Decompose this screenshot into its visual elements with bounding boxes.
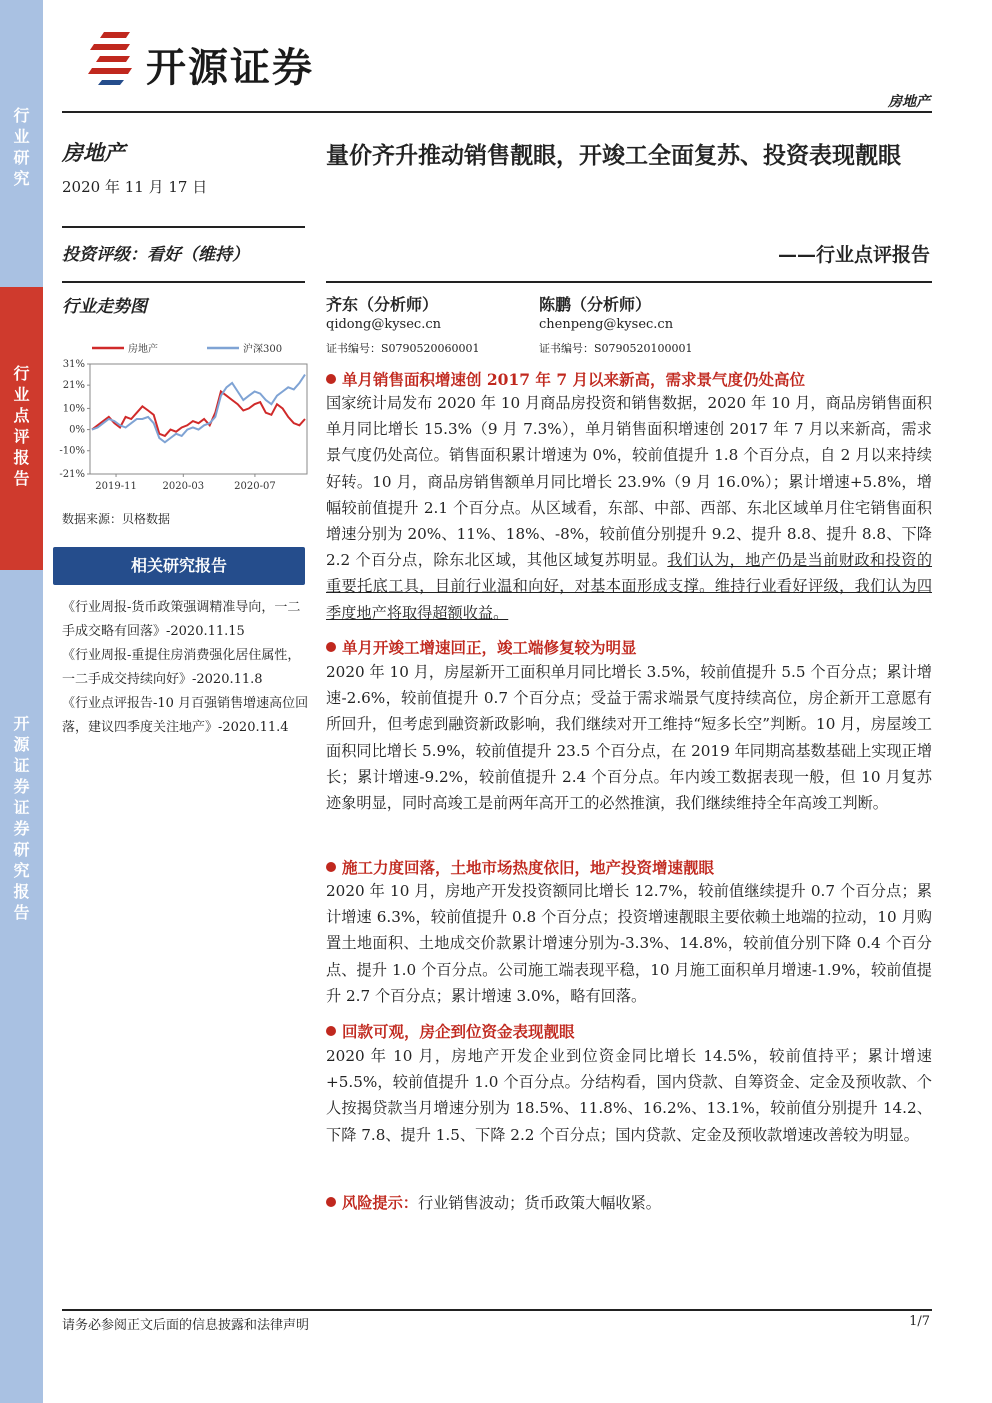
footer-disclaimer: 请务必参阅正文后面的信息披露和法律声明: [62, 1318, 310, 1333]
y-tick-label: -21%: [59, 469, 85, 480]
page-number: 1/7: [909, 1314, 930, 1329]
related-reports-list: [62, 596, 310, 740]
footer-divider: [62, 1309, 932, 1311]
chart-legend: [92, 342, 282, 355]
bullet-icon: [326, 1197, 336, 1207]
trend-title: 行业走势图: [62, 297, 147, 317]
y-tick-label: 0%: [69, 424, 85, 436]
related-report-link[interactable]: 《行业点评报告-10 月百强销售增速高位回落，建议四季度关注地产》-2020.11.4: [62, 696, 309, 735]
legend-label-realestate: 房地产: [128, 344, 158, 355]
bullet-icon: [326, 862, 336, 872]
bullet-icon: [326, 374, 336, 384]
section-heading: 单月销售面积增速创 2017 年 7 月以来新高，需求景气度仍处高位: [326, 368, 805, 390]
risk-warning: [326, 1190, 932, 1216]
risk-text: 行业销售波动；货币政策大幅收紧。: [417, 1194, 661, 1212]
bullet-icon: [326, 1026, 336, 1036]
analyst-cert: 证书编号：S0790520100001: [539, 342, 693, 355]
y-tick-label: -10%: [59, 445, 85, 457]
x-tick-label: 2019-11: [95, 481, 137, 492]
related-report-link[interactable]: 《行业周报-货币政策强调精准导向，一二手成交略有回落》-2020.11.15: [62, 600, 301, 639]
side-strip-bottom: [0, 570, 43, 1403]
left-divider-1: [62, 226, 305, 228]
sector-title: 房地产: [62, 140, 125, 165]
analyst-cert: 证书编号：S0790520060001: [326, 342, 480, 355]
right-divider: [326, 281, 932, 283]
side-label-industry-comment: 行 业 点 评 报 告: [13, 364, 30, 488]
section-body: 2020 年 10 月，房屋新开工面积单月同比增长 3.5%，较前值提升 5.5 个百分点；累计增速-2.6%，较前值提升 0.7 个百分点；受益于需求端景气度持续高位，房企新开工意愿有所回升，但考虑到融资新政影响，我们继续对开工维持“短多长空”判断。10 月，房屋竣工面积同比增长 5.9%，较前值提升 23.5 个百分点，在 2019 年同期高基数基础上实现正增长；累计增速-9.2%，较前值提升 2.4 个百分点。年内竣工数据表现一般，但 10 月复苏迹象明显，同时高竣工是前两年高开工的必然推演，我们继续维持全年高竣工判断。: [326, 663, 933, 813]
analyst-email[interactable]: chenpeng@kysec.cn: [539, 317, 674, 332]
series-line-1: [92, 375, 305, 443]
section-body: 2020 年 10 月，房地产开发投资额同比增长 12.7%，较前值继续提升 0.7 个百分点；累计增速 6.3%，较前值提升 0.8 个百分点；投资增速靓眼主要依赖土地端的拉动，10 月购置土地面积、土地成交价款累计增速分别为-3.3%、14.8%，较前值分别下降 0.4 个百分点、提升 1.0 个百分点。公司施工端表现平稳，10 月施工面积单月增速-1.9%，较前值提升 2.7 个百分点；累计增速 3.0%，略有回落。: [326, 882, 932, 1005]
header-divider: [62, 111, 932, 113]
section-body: 2020 年 10 月，房地产开发企业到位资金同比增长 14.5%，较前值持平；累计增速+5.5%，较前值提升 1.0 个百分点。分结构看，国内贷款、自筹资金、定金及预收款、个人按揭贷款当月增速分别为 18.5%、11.8%、16.2%、13.1%，较前值分别提升 14.2、下降 7.8、提升 1.5、下降 2.2 个百分点；国内贷款、定金及预收款增速改善较为明显。: [326, 1047, 932, 1144]
y-tick-label: 31%: [62, 359, 85, 370]
y-tick-label: 10%: [62, 403, 85, 415]
analyst-name: 陈鹏（分析师）: [539, 295, 652, 314]
x-tick-label: 2020-07: [234, 481, 276, 492]
highlighted-conclusion: 我们认为，地产仍是当前财政和投资的重要托底工具，目前行业温和向好，对基本面形成支撑。维持行业看好评级，我们认为四季度地产将取得超额收益。: [326, 551, 933, 622]
section-heading: 施工力度回落，土地市场热度依旧，地产投资增速靓眼: [326, 856, 714, 878]
analyst-name: 齐东（分析师）: [326, 295, 439, 314]
section-heading: 单月开竣工增速回正，竣工端修复较为明显: [326, 636, 637, 658]
data-source: 数据来源：贝格数据: [62, 512, 171, 526]
report-date: 2020 年 11 月 17 日: [62, 178, 208, 196]
x-tick-label: 2020-03: [162, 481, 205, 492]
section-body: 国家统计局发布 2020 年 10 月商品房投资和销售数据，2020 年 10 月，商品房销售面积单月同比增长 15.3%（9 月 7.3%），单月销售面积增速创 2017 年 7 月以来新高，需求景气度仍处高位。销售面积累计增速为 0%，较前值提升 1.8 个百分点，自 2 月以来持续好转。10 月，商品房销售额单月同比增长 23.9%（9 月 16.0%）；累计增速+5.8%，增幅较前值提升 2.1 个百分点。从区域看，东部、中部、西部、东北区域单月住宅销售面积增速分别为 20%、11%、18%、-8%，较前值分别提升 9.2、提升 8.8、提升 8.8、下降 2.2 个百分点，除东北区域，其他区域复苏明显。我们认为，地产仍是当前财政和投资的重要托底工具，目前行业温和向好，对基本面形成支撑。维持行业看好评级，我们认为四季度地产将取得超额收益。: [326, 394, 933, 622]
industry-trend-chart: [52, 336, 312, 496]
y-tick-label: 21%: [62, 380, 85, 392]
bullet-icon: [326, 642, 336, 652]
main-title: 量价齐升推动销售靓眼，开竣工全面复苏、投资表现靓眼: [326, 142, 901, 169]
legend-label-hs300: 沪深300: [243, 344, 283, 355]
investment-rating: 投资评级：看好（维持）: [62, 245, 249, 265]
related-report-link[interactable]: 《行业周报-重提住房消费强化居住属性，一二手成交持续向好》-2020.11.8: [62, 648, 301, 687]
related-reports-title: 相关研究报告: [53, 547, 305, 585]
section-heading: 回款可观，房企到位资金表现靓眼: [326, 1020, 575, 1042]
company-logo-text: 开源证券: [146, 45, 314, 91]
plot-frame: [90, 364, 307, 474]
left-divider-2: [62, 281, 305, 283]
risk-label: 风险提示：: [342, 1194, 418, 1212]
analyst-email[interactable]: qidong@kysec.cn: [326, 317, 441, 332]
company-logo-icon: [88, 30, 140, 86]
side-label-industry-research: 行 业 研 究: [13, 106, 30, 188]
header-sector: 房地产: [888, 94, 930, 110]
report-type: ——行业点评报告: [777, 244, 930, 266]
side-label-kysec-research: 开 源 证 券 证 券 研 究 报 告: [13, 714, 30, 922]
